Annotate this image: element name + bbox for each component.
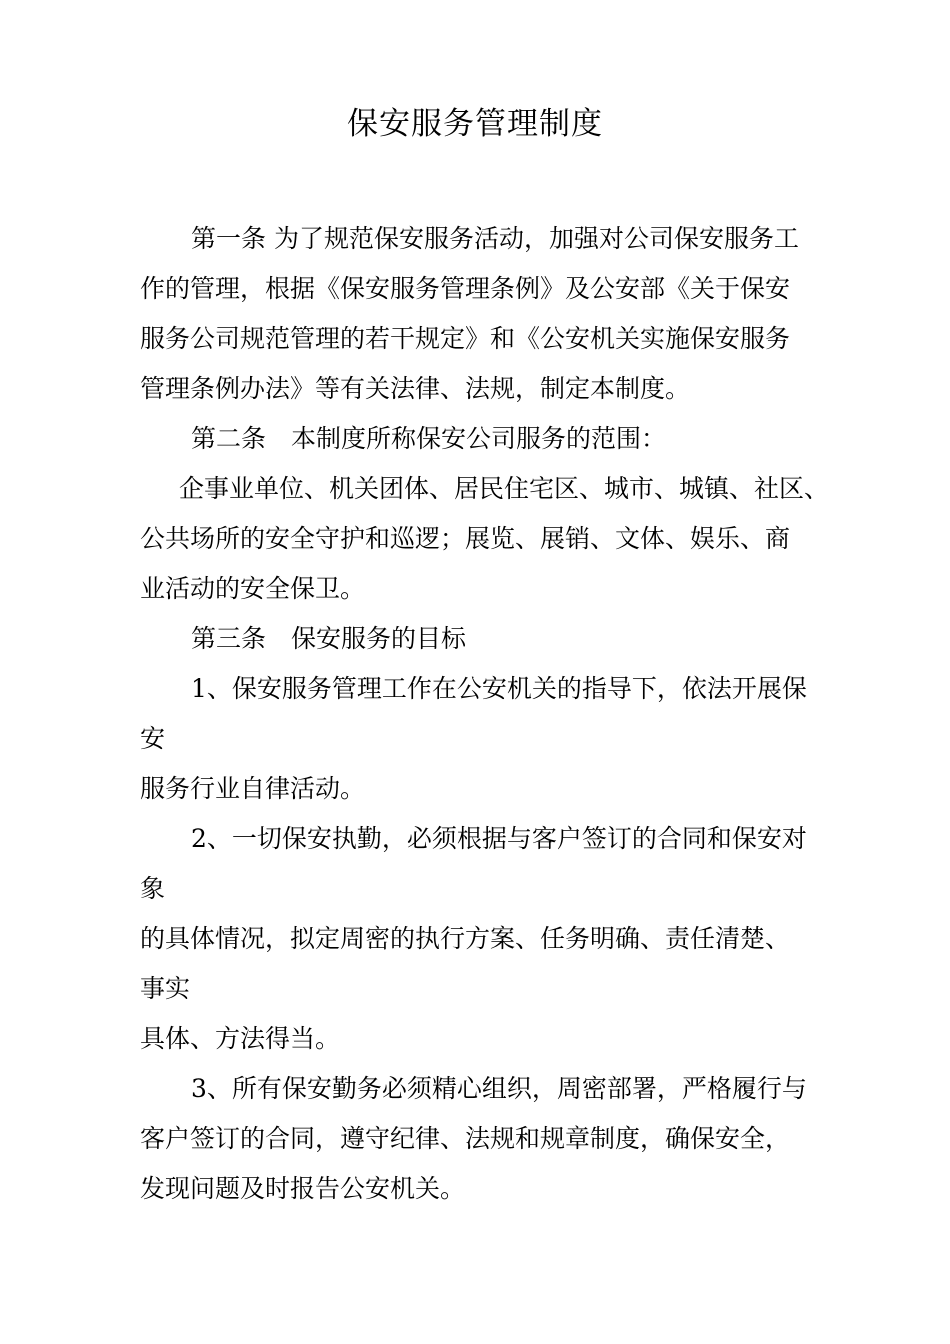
article-2-line-2: 公共场所的安全守护和巡逻；展览、展销、文体、娱乐、商: [140, 524, 791, 553]
item-1-line-3: 服务行业自律活动。: [140, 774, 366, 803]
item-1-line-2: 安: [140, 724, 166, 753]
article-3-heading: 第三条 保安服务的目标: [191, 624, 467, 653]
item-2-line-1: 2、一切保安执勤，必须根据与客户签订的合同和保安对: [191, 824, 807, 853]
item-3-line-1: 3、所有保安勤务必须精心组织，周密部署，严格履行与: [191, 1074, 807, 1103]
article-1-line-2: 作的管理，根据《保安服务管理条例》及公安部《关于保安: [140, 274, 791, 303]
article-2-heading: 第二条 本制度所称保安公司服务的范围：: [191, 424, 667, 453]
article-2-line-3: 业活动的安全保卫。: [140, 574, 366, 603]
item-3-line-3: 发现问题及时报告公安机关。: [140, 1174, 466, 1203]
article-2-line-1: 企事业单位、机关团体、居民住宅区、城市、城镇、社区、: [179, 474, 830, 503]
document-body: [140, 214, 830, 1214]
article-1-line-4: 管理条例办法》等有关法律、法规，制定本制度。: [140, 374, 691, 403]
item-1-line-1: 1、保安服务管理工作在公安机关的指导下，依法开展保: [191, 674, 807, 703]
article-1-line-3: 服务公司规范管理的若干规定》和《公安机关实施保安服务: [140, 324, 791, 353]
document-title: 保安服务管理制度: [347, 106, 603, 142]
article-1-line-1: 第一条 为了规范保安服务活动，加强对公司保安服务工: [191, 224, 799, 253]
item-2-line-5: 具体、方法得当。: [140, 1024, 341, 1053]
item-2-line-3: 的具体情况，拟定周密的执行方案、任务明确、责任清楚、: [140, 924, 791, 953]
item-3-line-2: 客户签订的合同，遵守纪律、法规和规章制度，确保安全，: [140, 1124, 791, 1153]
item-2-line-4: 事实: [140, 974, 191, 1003]
item-2-line-2: 象: [140, 874, 166, 903]
